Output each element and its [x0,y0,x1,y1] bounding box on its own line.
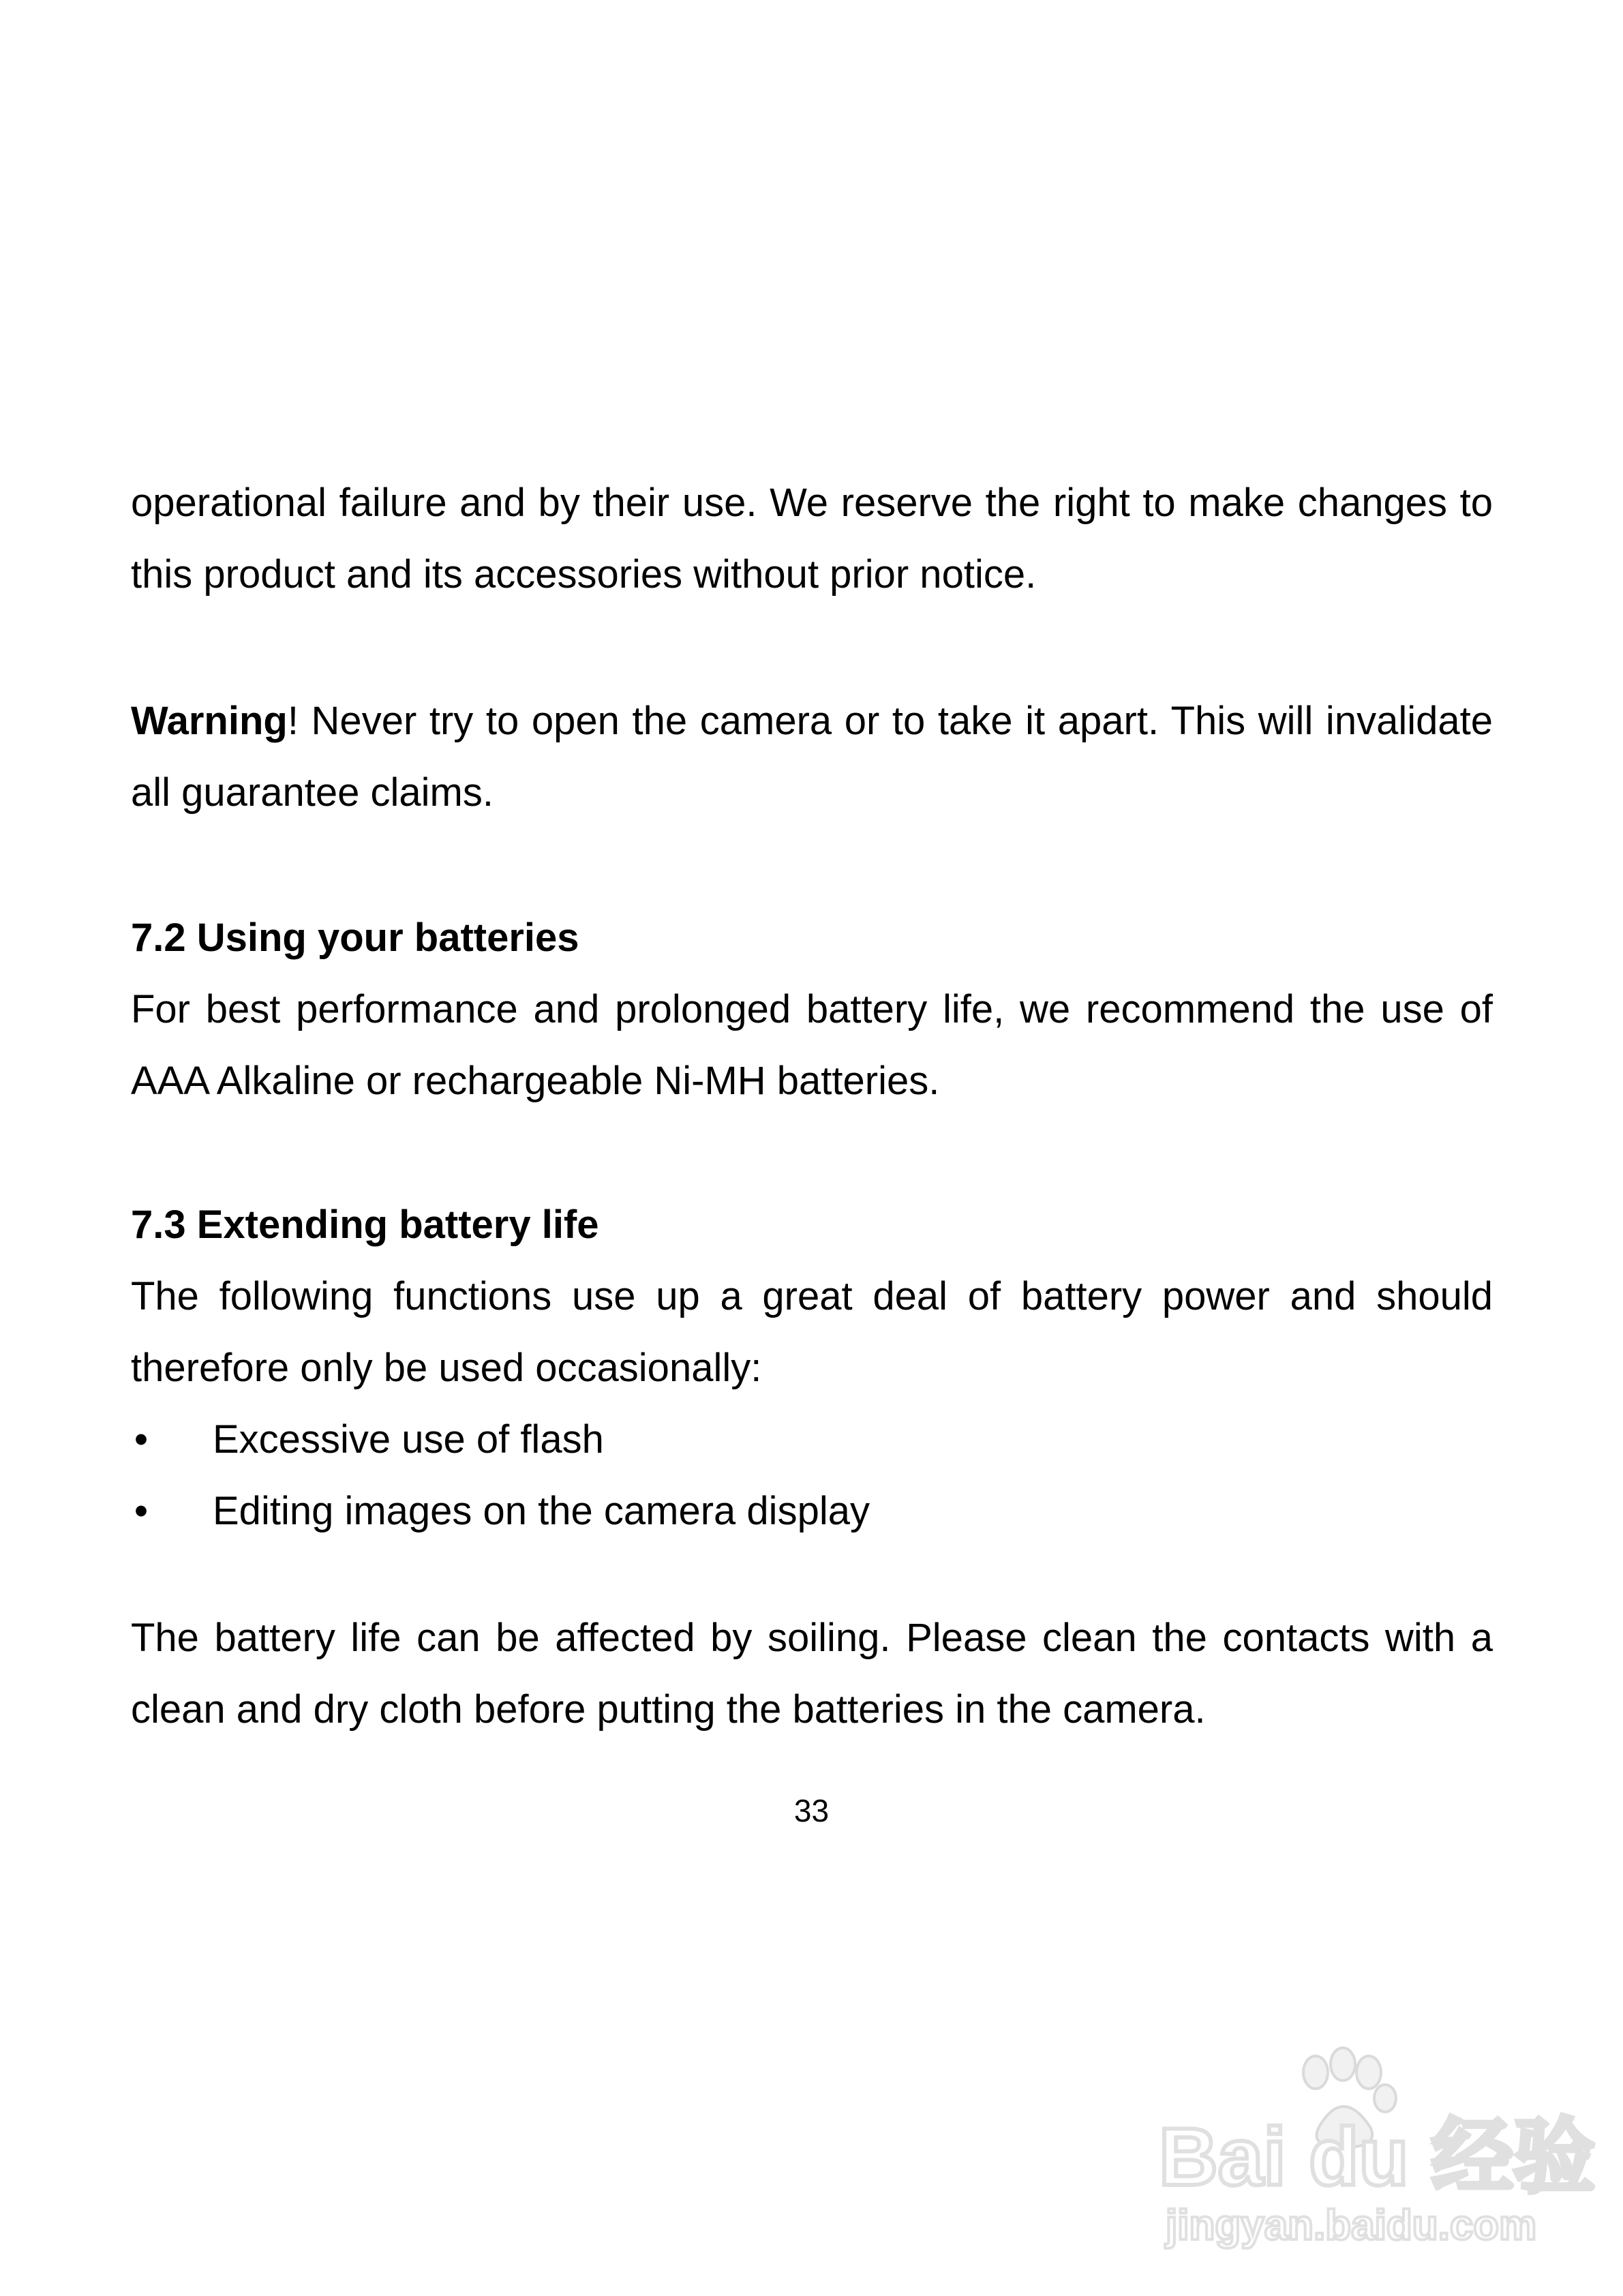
warning-text: ! Never try to open the camera or to take it apart. This will invalidate all guarantee claims. [131,699,1493,815]
intro-paragraph: operational failure and by their use. We reserve the right to make changes to this product and its accessories without prior notice. [131,481,1493,596]
watermark-brand: Bai du 经验 [1159,2111,1596,2203]
section-heading-7-2: 7.2 Using your batteries [131,916,579,960]
list-item [131,1404,1493,1475]
section-body-7-2: For best performance and prolonged battery life, we recommend the use of AAA Alkaline or rechargeable Ni-MH batteries. [131,987,1493,1103]
page-number: 33 [793,1793,830,1828]
list-item [131,1475,1493,1547]
warning-label: Warning [131,699,288,743]
baidu-jingyan-watermark-icon [1145,2045,1596,2250]
warning-paragraph [131,685,1493,828]
closing-paragraph: The battery life can be affected by soiling. Please clean the contacts with a clean and dry cloth before putting the batteries in the camera. [131,1616,1493,1732]
section-body-7-3: The following functions use up a great deal of battery power and should therefore only be used occasionally: [131,1274,1493,1390]
list-item-text: Editing images on the camera display [213,1489,870,1533]
list-item-text: Excessive use of flash [213,1417,604,1462]
bullet-icon: • [134,1489,149,1533]
bullet-icon: • [134,1417,149,1462]
section-heading-7-3: 7.3 Extending battery life [131,1203,599,1247]
watermark-url: jingyan.baidu.com [1166,2202,1537,2249]
